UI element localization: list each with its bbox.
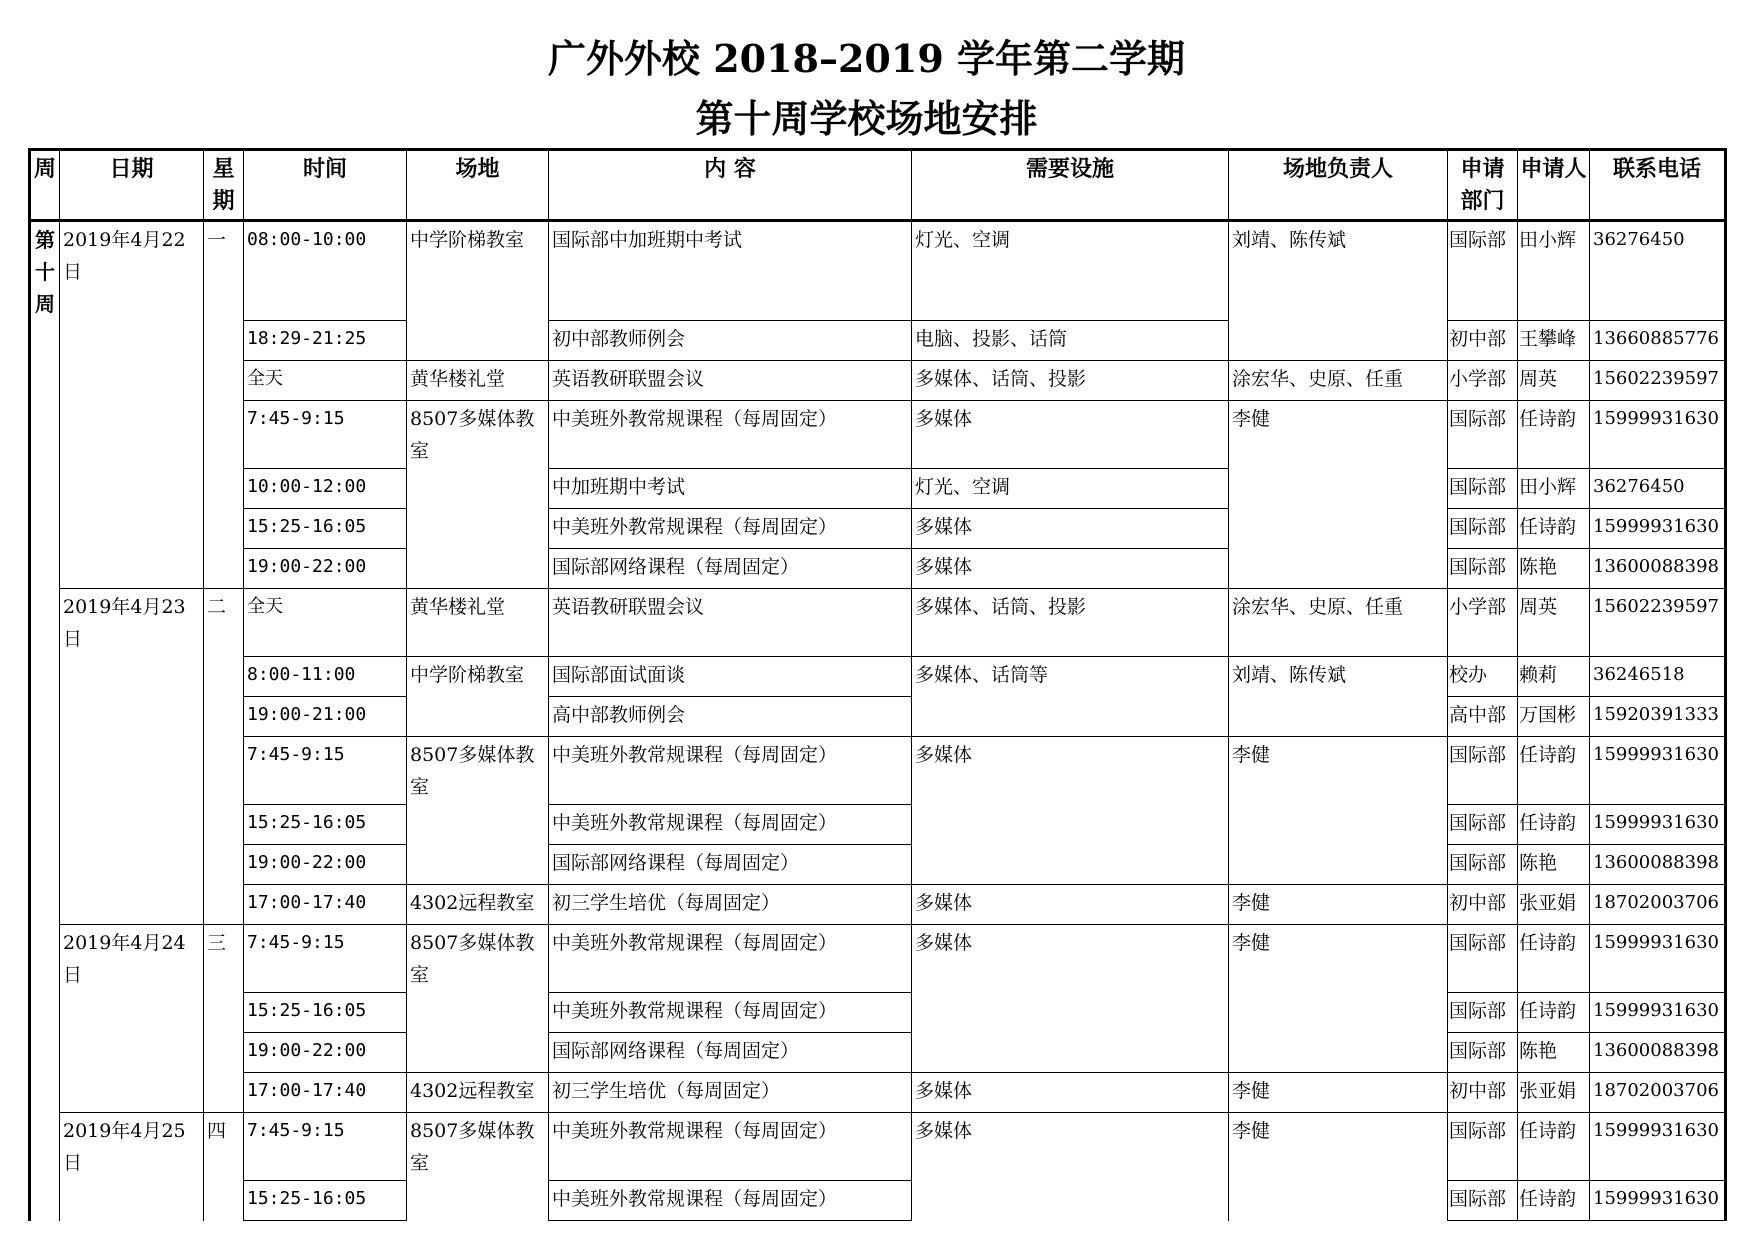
applicant-cell: 任诗韵 [1518, 1113, 1590, 1181]
phone-cell: 15999931630 [1590, 401, 1726, 469]
facilities-cell: 多媒体 [912, 737, 1229, 885]
content-cell: 国际部网络课程（每周固定） [549, 1033, 912, 1073]
table-row [30, 845, 1726, 885]
facilities-cell: 灯光、空调 [912, 221, 1229, 321]
applicant-cell: 任诗韵 [1518, 805, 1590, 845]
phone-cell: 15602239597 [1590, 589, 1726, 657]
time-cell: 15:25-16:05 [244, 509, 407, 549]
content-cell: 中加班期中考试 [549, 469, 912, 509]
day-date: 2019年4月25日 [60, 1113, 204, 1221]
content-cell: 中美班外教常规课程（每周固定） [549, 1113, 912, 1181]
dept-cell: 国际部 [1448, 1033, 1518, 1073]
phone-cell: 15999931630 [1590, 925, 1726, 993]
time-cell: 7:45-9:15 [244, 401, 407, 469]
content-cell: 国际部中加班期中考试 [549, 221, 912, 321]
day-weekday: 一 [204, 221, 244, 589]
dept-cell: 国际部 [1448, 401, 1518, 469]
table-row [30, 925, 1726, 993]
table-row [30, 697, 1726, 737]
time-cell: 19:00-22:00 [244, 1033, 407, 1073]
header-facilities: 需要设施 [912, 150, 1229, 221]
facilities-cell: 多媒体 [912, 1073, 1229, 1113]
day-weekday: 二 [204, 589, 244, 925]
table-row [30, 1073, 1726, 1113]
header-manager: 场地负责人 [1229, 150, 1448, 221]
time-cell: 全天 [244, 361, 407, 401]
phone-cell: 13600088398 [1590, 845, 1726, 885]
day-date: 2019年4月24日 [60, 925, 204, 1113]
dept-cell: 国际部 [1448, 805, 1518, 845]
dept-cell: 国际部 [1448, 993, 1518, 1033]
time-cell: 17:00-17:40 [244, 1073, 407, 1113]
phone-cell: 13660885776 [1590, 321, 1726, 361]
schedule-table [28, 148, 1727, 1221]
content-cell: 中美班外教常规课程（每周固定） [549, 737, 912, 805]
table-row [30, 589, 1726, 657]
venue-cell: 8507多媒体教室 [407, 925, 549, 1073]
applicant-cell: 任诗韵 [1518, 509, 1590, 549]
table-row [30, 361, 1726, 401]
time-cell: 15:25-16:05 [244, 805, 407, 845]
content-cell: 中美班外教常规课程（每周固定） [549, 509, 912, 549]
time-cell: 7:45-9:15 [244, 925, 407, 993]
dept-cell: 国际部 [1448, 1113, 1518, 1181]
table-row [30, 657, 1726, 697]
document-title: 广外外校 2018–2019 学年第二学期 [548, 36, 1185, 81]
header-applicant: 申请人 [1518, 150, 1590, 221]
phone-cell: 36276450 [1590, 469, 1726, 509]
phone-cell: 15999931630 [1590, 1113, 1726, 1181]
time-cell: 19:00-22:00 [244, 549, 407, 589]
time-cell: 7:45-9:15 [244, 737, 407, 805]
day-weekday: 三 [204, 925, 244, 1113]
venue-cell: 4302远程教室 [407, 1073, 549, 1113]
manager-cell: 刘靖、陈传斌 [1229, 221, 1448, 361]
phone-cell: 13600088398 [1590, 1033, 1726, 1073]
applicant-cell: 张亚娟 [1518, 1073, 1590, 1113]
applicant-cell: 陈艳 [1518, 549, 1590, 589]
applicant-cell: 任诗韵 [1518, 993, 1590, 1033]
header-date: 日期 [60, 150, 204, 221]
applicant-cell: 田小辉 [1518, 221, 1590, 321]
dept-cell: 国际部 [1448, 509, 1518, 549]
facilities-cell: 多媒体、话筒、投影 [912, 589, 1229, 657]
applicant-cell: 王攀峰 [1518, 321, 1590, 361]
manager-cell: 李健 [1229, 1073, 1448, 1113]
document-subtitle: 第十周学校场地安排 [695, 96, 1038, 141]
phone-cell: 15602239597 [1590, 361, 1726, 401]
dept-cell: 国际部 [1448, 549, 1518, 589]
applicant-cell: 田小辉 [1518, 469, 1590, 509]
time-cell: 全天 [244, 589, 407, 657]
venue-cell: 4302远程教室 [407, 885, 549, 925]
applicant-cell: 张亚娟 [1518, 885, 1590, 925]
venue-cell: 中学阶梯教室 [407, 221, 549, 361]
table-row [30, 885, 1726, 925]
venue-cell: 8507多媒体教室 [407, 401, 549, 589]
phone-cell: 13600088398 [1590, 549, 1726, 589]
phone-cell: 36246518 [1590, 657, 1726, 697]
phone-cell: 15999931630 [1590, 993, 1726, 1033]
header-row [30, 150, 1726, 221]
applicant-cell: 周英 [1518, 589, 1590, 657]
phone-cell: 36276450 [1590, 221, 1726, 321]
content-cell: 英语教研联盟会议 [549, 361, 912, 401]
manager-cell: 李健 [1229, 1113, 1448, 1221]
facilities-cell: 电脑、投影、话筒 [912, 321, 1229, 361]
content-cell: 国际部网络课程（每周固定） [549, 549, 912, 589]
table-row [30, 1113, 1726, 1181]
applicant-cell: 陈艳 [1518, 845, 1590, 885]
header-week: 周 [30, 150, 60, 221]
time-cell: 08:00-10:00 [244, 221, 407, 321]
time-cell: 18:29-21:25 [244, 321, 407, 361]
applicant-cell: 周英 [1518, 361, 1590, 401]
applicant-cell: 赖莉 [1518, 657, 1590, 697]
dept-cell: 小学部 [1448, 361, 1518, 401]
facilities-cell: 多媒体 [912, 885, 1229, 925]
table-row [30, 1181, 1726, 1221]
dept-cell: 小学部 [1448, 589, 1518, 657]
time-cell: 15:25-16:05 [244, 1181, 407, 1221]
day-date: 2019年4月23日 [60, 589, 204, 925]
phone-cell: 15999931630 [1590, 737, 1726, 805]
day-date: 2019年4月22日 [60, 221, 204, 589]
facilities-cell: 多媒体、话筒、投影 [912, 361, 1229, 401]
applicant-cell: 任诗韵 [1518, 737, 1590, 805]
content-cell: 中美班外教常规课程（每周固定） [549, 993, 912, 1033]
facilities-cell: 多媒体 [912, 925, 1229, 1073]
content-cell: 中美班外教常规课程（每周固定） [549, 401, 912, 469]
manager-cell: 李健 [1229, 401, 1448, 589]
dept-cell: 国际部 [1448, 925, 1518, 993]
dept-cell: 国际部 [1448, 845, 1518, 885]
content-cell: 中美班外教常规课程（每周固定） [549, 1181, 912, 1221]
facilities-cell: 多媒体 [912, 401, 1229, 469]
dept-cell: 国际部 [1448, 221, 1518, 321]
manager-cell: 李健 [1229, 885, 1448, 925]
content-cell: 初三学生培优（每周固定） [549, 885, 912, 925]
manager-cell: 涂宏华、史原、任重 [1229, 361, 1448, 401]
table-row [30, 549, 1726, 589]
time-cell: 19:00-21:00 [244, 697, 407, 737]
dept-cell: 校办 [1448, 657, 1518, 697]
content-cell: 高中部教师例会 [549, 697, 912, 737]
applicant-cell: 万国彬 [1518, 697, 1590, 737]
header-time: 时间 [244, 150, 407, 221]
content-cell: 国际部网络课程（每周固定） [549, 845, 912, 885]
content-cell: 初中部教师例会 [549, 321, 912, 361]
manager-cell: 李健 [1229, 925, 1448, 1073]
phone-cell: 15999931630 [1590, 805, 1726, 845]
manager-cell: 李健 [1229, 737, 1448, 885]
dept-cell: 国际部 [1448, 737, 1518, 805]
table-row [30, 469, 1726, 509]
dept-cell: 初中部 [1448, 1073, 1518, 1113]
content-cell: 国际部面试面谈 [549, 657, 912, 697]
time-cell: 7:45-9:15 [244, 1113, 407, 1181]
venue-cell: 8507多媒体教室 [407, 1113, 549, 1221]
time-cell: 8:00-11:00 [244, 657, 407, 697]
applicant-cell: 任诗韵 [1518, 1181, 1590, 1221]
facilities-cell: 多媒体 [912, 1113, 1229, 1221]
phone-cell: 18702003706 [1590, 885, 1726, 925]
time-cell: 17:00-17:40 [244, 885, 407, 925]
header-weekday: 星期 [204, 150, 244, 221]
header-phone: 联系电话 [1590, 150, 1726, 221]
applicant-cell: 陈艳 [1518, 1033, 1590, 1073]
week-label: 第十周 [30, 221, 60, 1221]
dept-cell: 国际部 [1448, 1181, 1518, 1221]
table-row [30, 509, 1726, 549]
header-venue: 场地 [407, 150, 549, 221]
facilities-cell: 多媒体 [912, 509, 1229, 549]
table-row [30, 805, 1726, 845]
content-cell: 英语教研联盟会议 [549, 589, 912, 657]
content-cell: 初三学生培优（每周固定） [549, 1073, 912, 1113]
header-dept: 申请部门 [1448, 150, 1518, 221]
table-row [30, 737, 1726, 805]
manager-cell: 刘靖、陈传斌 [1229, 657, 1448, 737]
table-row [30, 221, 1726, 321]
venue-cell: 中学阶梯教室 [407, 657, 549, 737]
time-cell: 19:00-22:00 [244, 845, 407, 885]
dept-cell: 高中部 [1448, 697, 1518, 737]
venue-cell: 8507多媒体教室 [407, 737, 549, 885]
content-cell: 中美班外教常规课程（每周固定） [549, 925, 912, 993]
phone-cell: 15999931630 [1590, 509, 1726, 549]
time-cell: 15:25-16:05 [244, 993, 407, 1033]
phone-cell: 15920391333 [1590, 697, 1726, 737]
venue-cell: 黄华楼礼堂 [407, 361, 549, 401]
table-row [30, 321, 1726, 361]
facilities-cell: 多媒体 [912, 549, 1229, 589]
facilities-cell: 灯光、空调 [912, 469, 1229, 509]
dept-cell: 初中部 [1448, 321, 1518, 361]
day-weekday: 四 [204, 1113, 244, 1221]
time-cell: 10:00-12:00 [244, 469, 407, 509]
dept-cell: 初中部 [1448, 885, 1518, 925]
phone-cell: 15999931630 [1590, 1181, 1726, 1221]
table-row [30, 993, 1726, 1033]
facilities-cell: 多媒体、话筒等 [912, 657, 1229, 737]
table-row [30, 401, 1726, 469]
content-cell: 中美班外教常规课程（每周固定） [549, 805, 912, 845]
table-row [30, 1033, 1726, 1073]
phone-cell: 18702003706 [1590, 1073, 1726, 1113]
dept-cell: 国际部 [1448, 469, 1518, 509]
venue-cell: 黄华楼礼堂 [407, 589, 549, 657]
header-content: 内 容 [549, 150, 912, 221]
applicant-cell: 任诗韵 [1518, 401, 1590, 469]
applicant-cell: 任诗韵 [1518, 925, 1590, 993]
manager-cell: 涂宏华、史原、任重 [1229, 589, 1448, 657]
